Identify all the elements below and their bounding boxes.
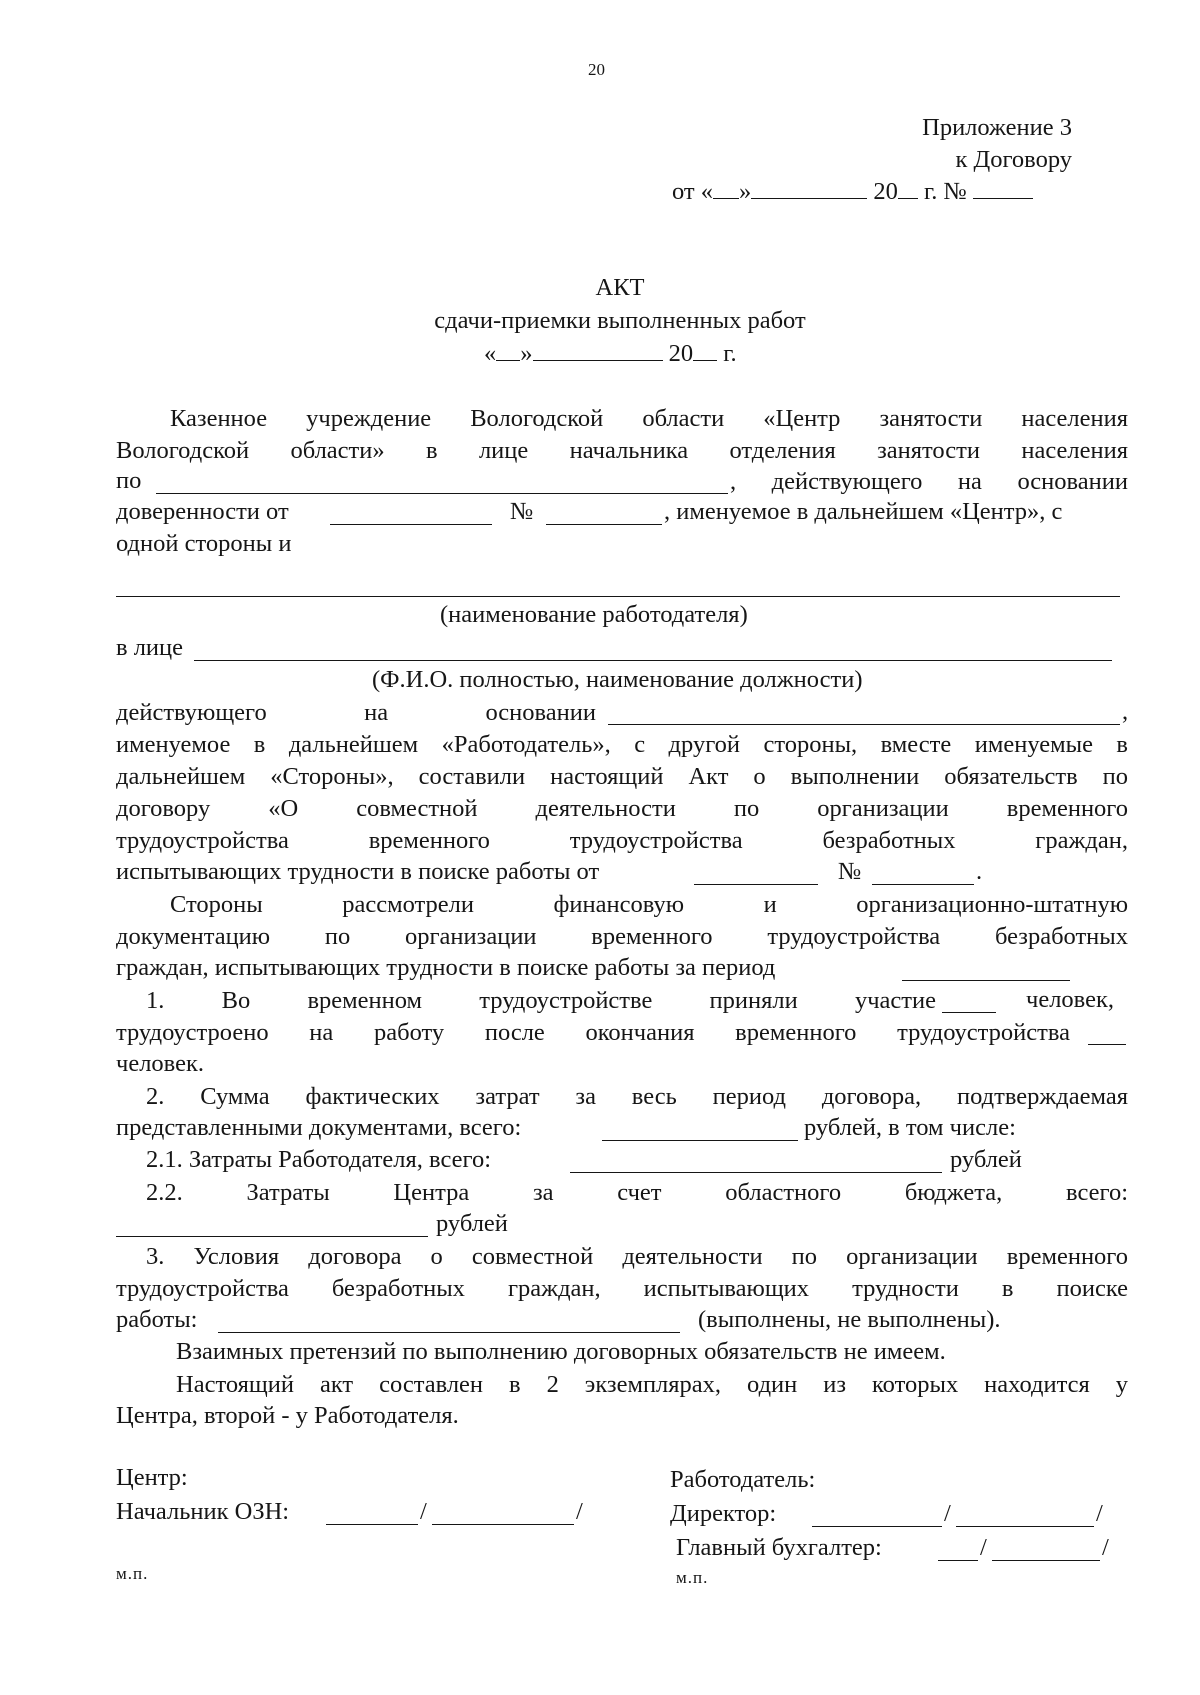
body-line: действующего на основании: [116, 700, 596, 726]
blank-line: [602, 1140, 798, 1141]
body-line: договору «О совместной деятельности по организации временного: [116, 796, 1128, 822]
blank-line: [942, 1012, 996, 1013]
signature-line: [326, 1524, 418, 1525]
blank-line-representative: [194, 660, 1112, 661]
blank-line: [156, 493, 728, 494]
period: .: [976, 858, 983, 885]
item-2-1: 2.1. Затраты Работодателя, всего:: [146, 1146, 491, 1173]
blank-line: [570, 1172, 942, 1173]
stamp-placeholder-left: м.п.: [116, 1564, 149, 1583]
body-line: по: [116, 467, 142, 494]
caption-fio: (Ф.И.О. полностью, наименование должности): [372, 666, 863, 693]
item-2-line: рублей, в том числе:: [804, 1114, 1016, 1141]
blank-line: [546, 524, 662, 525]
item-1-line: человек.: [116, 1050, 204, 1077]
item-2-line: представленными документами, всего:: [116, 1114, 522, 1141]
body-line: именуемое в дальнейшем «Работодатель», с другой стороны, вместе именуемые в: [116, 732, 1128, 758]
body-line: дальнейшем «Стороны», составили настоящий Акт о выполнении обязательств по: [116, 764, 1128, 790]
signature-line: [938, 1560, 978, 1561]
body-line: , действующего на основании: [730, 469, 1128, 495]
slash: /: [980, 1534, 987, 1561]
item-1-line: человек,: [1026, 986, 1114, 1013]
blank-number: [973, 197, 1033, 199]
appendix-line-3: от « » 20 г. №: [672, 180, 1033, 205]
comma: ,: [1122, 698, 1129, 725]
item-1-line: трудоустроено на работу после окончания временного трудоустройства: [116, 1020, 1070, 1046]
body-line: Казенное учреждение Вологодской области «Центр занятости населения: [170, 406, 1128, 432]
blank-line: [116, 1236, 428, 1237]
item-3-line: 3. Условия договора о совместной деятельности по организации временного: [146, 1244, 1128, 1270]
signature-center-head: Начальник ОЗН:: [116, 1498, 290, 1525]
stamp-placeholder-right: м.п.: [676, 1568, 709, 1587]
doc-date: « » 20 г.: [484, 340, 737, 367]
item-2-2: рублей: [436, 1210, 508, 1237]
blank-year: [898, 197, 918, 199]
signature-director: Директор:: [670, 1500, 777, 1527]
body-line: граждан, испытывающих трудности в поиске работы за период: [116, 954, 776, 981]
slash: /: [576, 1498, 583, 1525]
body-line: Взаимных претензий по выполнению договорных обязательств не имеем.: [176, 1338, 946, 1365]
signature-line: [956, 1526, 1094, 1527]
doc-title: АКТ: [595, 274, 645, 301]
item-2-line: 2. Сумма фактических затрат за весь период договора, подтверждаемая: [146, 1084, 1128, 1110]
blank-line: [902, 980, 1070, 981]
appendix-line-2: к Договору: [955, 146, 1072, 173]
slash: /: [1102, 1534, 1109, 1561]
signature-chief-accountant: Главный бухгалтер:: [676, 1534, 882, 1561]
signature-line: [992, 1560, 1100, 1561]
item-1-line: 1. Во временном трудоустройстве приняли участие: [146, 988, 936, 1014]
blank-month: [533, 359, 663, 361]
caption-employer: (наименование работодателя): [440, 601, 748, 628]
body-line: Настоящий акт составлен в 2 экземплярах, один из которых находится у: [176, 1372, 1128, 1398]
item-3-line: трудоустройства безработных граждан, испытывающих трудности в поиске: [116, 1276, 1128, 1302]
signature-line: [432, 1524, 574, 1525]
blank-line: [872, 884, 974, 885]
signature-line: [812, 1526, 942, 1527]
body-line: Стороны рассмотрели финансовую и организационно-штатную: [170, 892, 1128, 918]
doc-subtitle: сдачи-приемки выполненных работ: [434, 307, 806, 334]
body-line: , именуемое в дальнейшем «Центр», с: [664, 498, 1063, 525]
body-line: трудоустройства временного трудоустройства безработных граждан,: [116, 828, 1128, 854]
blank-line: [218, 1332, 680, 1333]
blank-day: [496, 359, 520, 361]
page-number: 20: [588, 60, 605, 79]
body-line: Вологодской области» в лице начальника отделения занятости населения: [116, 438, 1128, 464]
body-line: документацию по организации временного трудоустройства безработных: [116, 924, 1128, 950]
body-line: в лице: [116, 634, 184, 661]
body-line: доверенности от: [116, 498, 289, 525]
slash: /: [420, 1498, 427, 1525]
blank-year: [693, 359, 717, 361]
blank-line: [1088, 1044, 1126, 1045]
item-2-2: 2.2. Затраты Центра за счет областного бюджета, всего:: [146, 1180, 1128, 1206]
appendix-line-1: Приложение 3: [922, 114, 1072, 141]
number-sign: №: [838, 858, 862, 885]
slash: /: [944, 1500, 951, 1527]
body-line: одной стороны и: [116, 530, 292, 557]
blank-line: [608, 724, 1120, 725]
item-2-1: рублей: [950, 1146, 1022, 1173]
blank-line: [694, 884, 818, 885]
slash: /: [1096, 1500, 1103, 1527]
item-3-line: работы:: [116, 1306, 198, 1333]
blank-month: [751, 197, 867, 199]
item-3-line: (выполнены, не выполнены).: [698, 1306, 1001, 1333]
body-line: Центра, второй - у Работодателя.: [116, 1402, 459, 1429]
signature-center-label: Центр:: [116, 1464, 188, 1491]
body-line: испытывающих трудности в поиске работы от: [116, 858, 600, 885]
blank-line: [330, 524, 492, 525]
signature-employer-label: Работодатель:: [670, 1466, 816, 1493]
blank-day: [713, 197, 739, 199]
number-sign: №: [510, 498, 534, 525]
blank-line-employer: [116, 596, 1120, 597]
